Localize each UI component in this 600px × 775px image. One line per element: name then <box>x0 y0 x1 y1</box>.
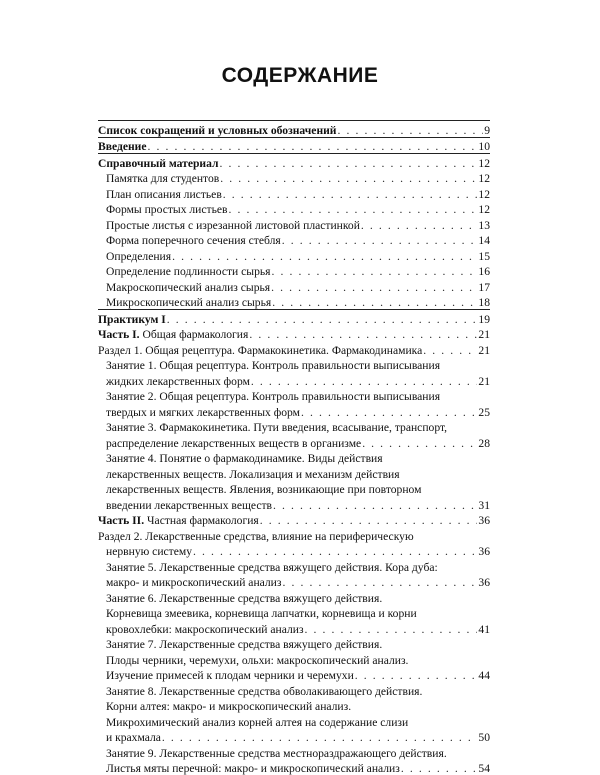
dot-leader <box>260 514 478 527</box>
toc-entry[interactable] <box>98 372 490 388</box>
toc-entry[interactable] <box>98 419 490 435</box>
toc-page-number: 36 <box>478 545 490 558</box>
toc-entry[interactable] <box>98 247 490 263</box>
toc-page-number: 36 <box>478 576 490 589</box>
toc-entry[interactable] <box>98 310 490 326</box>
toc-entry-title: Занятие 1. Общая рецептура. Контроль правильности выписывания <box>106 359 440 372</box>
dot-leader <box>273 499 477 512</box>
toc-part-label: Часть I. <box>98 328 140 341</box>
dot-leader <box>401 762 478 775</box>
toc-page-number: 18 <box>478 296 490 309</box>
toc-page-number: 14 <box>478 234 490 247</box>
toc-entry[interactable] <box>98 620 490 636</box>
toc-entry-title: Занятие 3. Фармакокинетика. Пути введения, всасывание, транспорт, <box>106 421 447 434</box>
toc-page-number: 54 <box>478 762 490 775</box>
toc-entry-title: Раздел 2. Лекарственные средства, влияние на периферическую <box>98 530 414 543</box>
toc-page-number: 17 <box>478 281 490 294</box>
toc-entry-title: лекарственных веществ. Локализация и механизм действия <box>106 468 400 481</box>
dot-leader <box>148 140 478 153</box>
toc-entry-title: Формы простых листьев <box>106 203 228 216</box>
toc-entry[interactable] <box>98 357 490 373</box>
toc-entry[interactable] <box>98 341 490 357</box>
toc-page-number: 15 <box>478 250 490 263</box>
toc-entry[interactable] <box>98 651 490 667</box>
dot-leader <box>167 313 478 326</box>
dot-leader <box>423 344 477 357</box>
dot-leader <box>338 124 484 137</box>
dot-leader <box>251 375 478 388</box>
toc-entry-title: лекарственных веществ. Явления, возникающие при повторном <box>106 483 421 496</box>
toc-entry-title: жидких лекарственных форм <box>106 375 250 388</box>
toc-entry-title: Практикум I <box>98 313 166 326</box>
toc-entry[interactable] <box>98 667 490 683</box>
toc-entry-title: Макроскопический анализ сырья <box>106 281 270 294</box>
toc-part-label: Часть II. <box>98 514 144 527</box>
dot-leader <box>249 328 477 341</box>
toc-page-number: 41 <box>478 623 490 636</box>
toc-entry[interactable] <box>98 574 490 590</box>
toc-entry-title: Определения <box>106 250 171 263</box>
toc-entry[interactable] <box>98 403 490 419</box>
toc-entry-title: Простые листья с изрезанной листовой пластинкой <box>106 219 360 232</box>
toc-page-number: 16 <box>478 265 490 278</box>
dot-leader <box>282 234 478 247</box>
toc-entry[interactable] <box>98 636 490 652</box>
toc-entry-title: кровохлебки: макроскопический анализ <box>106 623 304 636</box>
toc-entry-title <box>98 514 259 527</box>
toc-entry-title: твердых и мягких лекарственных форм <box>106 406 300 419</box>
toc-entry[interactable] <box>98 605 490 621</box>
toc-entry-title: Микрохимический анализ корней алтея на содержание слизи <box>106 716 408 729</box>
dot-leader <box>220 172 477 185</box>
toc-part-title: Общая фармакология <box>143 328 249 341</box>
dot-leader <box>193 545 477 558</box>
toc-entry[interactable] <box>98 496 490 512</box>
toc-entry-title: и крахмала <box>106 731 161 744</box>
toc-entry[interactable] <box>98 512 490 528</box>
toc-entry[interactable] <box>98 558 490 574</box>
toc-entry[interactable] <box>98 216 490 232</box>
toc-entry[interactable] <box>98 170 490 186</box>
toc-page-number: 12 <box>478 188 490 201</box>
dot-leader <box>229 203 478 216</box>
toc-entry-title: Занятие 6. Лекарственные средства вяжущего действия. <box>106 592 382 605</box>
dot-leader <box>355 669 478 682</box>
dot-leader <box>223 188 478 201</box>
toc-entry-title: Определение подлинности сырья <box>106 265 271 278</box>
toc-entry[interactable] <box>98 154 490 170</box>
toc-entry[interactable] <box>98 760 490 775</box>
toc-page-number: 50 <box>478 731 490 744</box>
toc-entry[interactable] <box>98 294 490 310</box>
toc-page-number: 25 <box>478 406 490 419</box>
dot-leader <box>220 157 478 170</box>
table-of-contents <box>98 120 490 775</box>
toc-entry[interactable] <box>98 682 490 698</box>
toc-page-number: 21 <box>478 375 490 388</box>
toc-entry[interactable] <box>98 326 490 342</box>
page-title: СОДЕРЖАНИЕ <box>0 64 600 88</box>
toc-page-number: 36 <box>478 514 490 527</box>
toc-page-number: 28 <box>478 437 490 450</box>
dot-leader <box>301 406 477 419</box>
toc-entry[interactable] <box>98 543 490 559</box>
toc-entry[interactable] <box>98 185 490 201</box>
toc-page-number: 9 <box>484 124 490 137</box>
toc-entry-title: Занятие 2. Общая рецептура. Контроль правильности выписывания <box>106 390 440 403</box>
dot-leader <box>272 265 478 278</box>
dot-leader <box>282 576 477 589</box>
toc-page-number: 12 <box>478 203 490 216</box>
toc-entry-title: Занятие 8. Лекарственные средства обволакивающего действия. <box>106 685 422 698</box>
dot-leader <box>272 296 477 309</box>
toc-entry[interactable] <box>98 589 490 605</box>
dot-leader <box>162 731 477 744</box>
toc-page-number: 12 <box>478 172 490 185</box>
toc-entry-title: распределение лекарственных веществ в организме <box>106 437 361 450</box>
toc-entry[interactable] <box>98 138 490 154</box>
toc-entry-title: нервную систему <box>106 545 192 558</box>
toc-entry-title: Список сокращений и условных обозначений <box>98 124 337 137</box>
toc-entry-title: Микроскопический анализ сырья <box>106 296 271 309</box>
toc-part-title: Частная фармакология <box>147 514 259 527</box>
toc-entry-title: Плоды черники, черемухи, ольхи: макроскопический анализ. <box>106 654 408 667</box>
toc-page-number: 10 <box>478 140 490 153</box>
toc-page-number: 31 <box>478 499 490 512</box>
toc-entry-title: Занятие 5. Лекарственные средства вяжущего действия. Кора дуба: <box>106 561 438 574</box>
dot-leader <box>362 437 477 450</box>
toc-page-number: 19 <box>478 313 490 326</box>
toc-entry[interactable] <box>98 121 490 137</box>
toc-entry[interactable] <box>98 744 490 760</box>
toc-entry-title: макро- и микроскопический анализ <box>106 576 281 589</box>
toc-entry-title: Занятие 4. Понятие о фармакодинамике. Виды действия <box>106 452 383 465</box>
toc-entry-title: введении лекарственных веществ <box>106 499 272 512</box>
toc-entry[interactable] <box>98 713 490 729</box>
toc-entry-title: Занятие 9. Лекарственные средства местнораздражающего действия. <box>106 747 447 760</box>
dot-leader <box>361 219 477 232</box>
toc-entry[interactable] <box>98 465 490 481</box>
toc-entry-title: Занятие 7. Лекарственные средства вяжущего действия. <box>106 638 382 651</box>
toc-page-number: 21 <box>478 328 490 341</box>
toc-entry[interactable] <box>98 278 490 294</box>
toc-entry-title: Корни алтея: макро- и микроскопический анализ. <box>106 700 351 713</box>
toc-entry[interactable] <box>98 201 490 217</box>
toc-entry[interactable] <box>98 450 490 466</box>
toc-entry-title: Раздел 1. Общая рецептура. Фармакокинетика. Фармакодинамика <box>98 344 422 357</box>
toc-page-number: 12 <box>478 157 490 170</box>
toc-entry[interactable] <box>98 388 490 404</box>
toc-entry[interactable] <box>98 434 490 450</box>
toc-page-number: 21 <box>478 344 490 357</box>
toc-entry[interactable] <box>98 698 490 714</box>
dot-leader <box>305 623 478 636</box>
toc-page-number: 44 <box>478 669 490 682</box>
toc-entry[interactable] <box>98 232 490 248</box>
dot-leader <box>271 281 477 294</box>
toc-entry-title: Справочный материал <box>98 157 219 170</box>
dot-leader <box>172 250 477 263</box>
toc-entry-title: Введение <box>98 140 147 153</box>
toc-entry[interactable] <box>98 527 490 543</box>
toc-entry[interactable] <box>98 481 490 497</box>
toc-entry-title: Памятка для студентов <box>106 172 219 185</box>
toc-entry-title: Листья мяты перечной: макро- и микроскопический анализ <box>106 762 400 775</box>
toc-entry-title: Изучение примесей к плодам черники и черемухи <box>106 669 354 682</box>
toc-entry-title: Корневища змеевика, корневища лапчатки, корневища и корни <box>106 607 417 620</box>
toc-page-number: 13 <box>478 219 490 232</box>
toc-entry[interactable] <box>98 263 490 279</box>
toc-entry-title: План описания листьев <box>106 188 222 201</box>
toc-entry[interactable] <box>98 729 490 745</box>
toc-entry-title <box>98 328 248 341</box>
toc-entry-title: Форма поперечного сечения стебля <box>106 234 281 247</box>
